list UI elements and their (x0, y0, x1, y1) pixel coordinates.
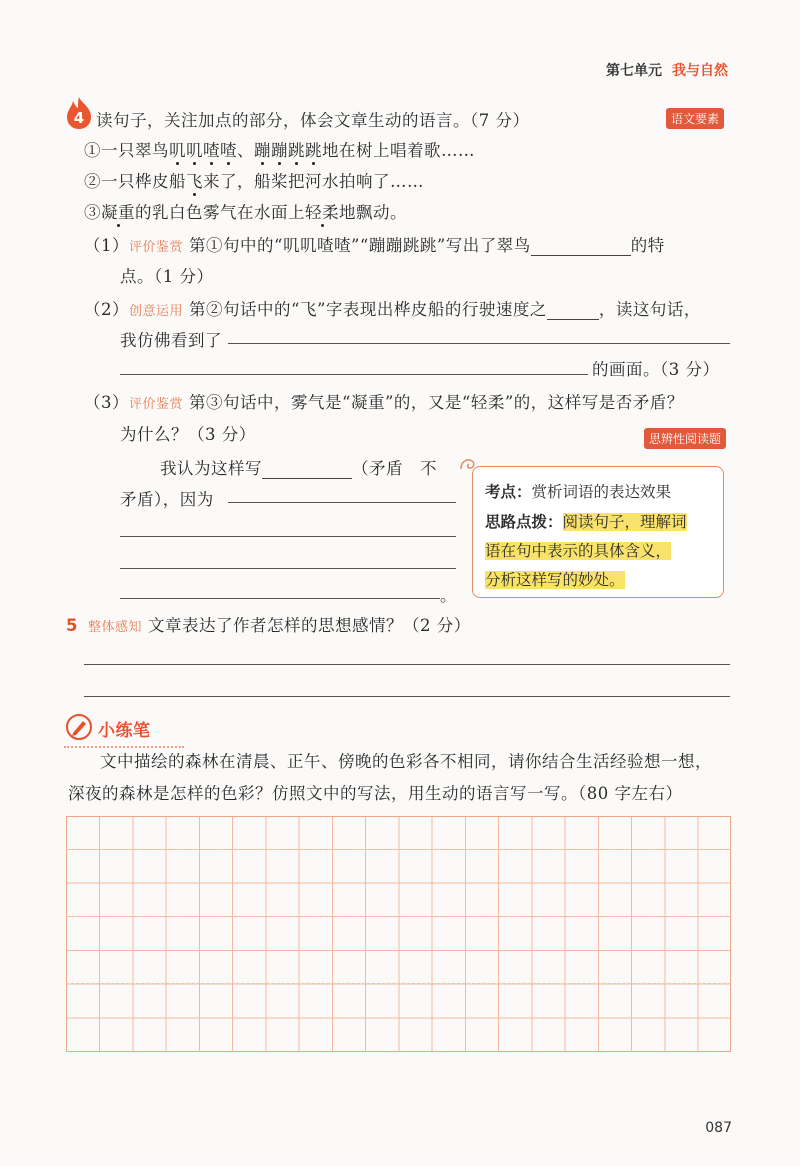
sub-question-3: （3）评价鉴赏 第③句话中，雾气是“凝重”的，又是“轻柔”的，这样写是否矛盾？ (84, 393, 684, 412)
tag-overall: 整体感知 (87, 620, 142, 635)
pen-icon (64, 712, 94, 742)
skill-badge: 语文要素 (666, 108, 724, 129)
sub-question-2-cont: 我仿佛看到了 (120, 331, 222, 350)
page-number: 087 (705, 1120, 732, 1136)
answer-line[interactable] (228, 343, 730, 344)
sentence-1: ①一只翠鸟叽叽喳喳、蹦蹦跳跳地在树上唱着歌…… (84, 141, 475, 160)
tag-appraise: 评价鉴赏 (129, 397, 184, 412)
answer-line[interactable] (84, 664, 730, 665)
question-5-number: 5 (66, 616, 78, 635)
answer-blank[interactable] (262, 462, 352, 479)
grid-divider (66, 916, 731, 917)
answer-line[interactable] (120, 598, 440, 599)
answer-line[interactable] (120, 536, 456, 537)
writing-grid[interactable] (66, 816, 731, 1052)
grid-divider (66, 849, 731, 850)
grid-divider (66, 983, 731, 984)
sub-question-2: （2）创意运用 第②句话中的“飞”字表现出桦皮船的行驶速度之 ，读这句话， (84, 300, 701, 319)
answer-blank[interactable] (531, 239, 631, 256)
answer-opening: 我认为这样写 （矛盾 不 (160, 459, 437, 478)
tag-creative: 创意运用 (129, 304, 184, 319)
sub-question-1: （1）评价鉴赏 第①句中的“叽叽喳喳”“蹦蹦跳跳”写出了翠鸟 的特 (84, 236, 665, 255)
critical-reading-badge: 思辨性阅读题 (644, 428, 726, 449)
answer-line[interactable] (120, 374, 588, 375)
unit-theme: 我与自然 (672, 63, 728, 79)
answer-reason: 矛盾），因为 (120, 490, 214, 509)
sub-question-3-cont: 为什么？（3 分） (120, 425, 256, 444)
flame-number-icon (64, 96, 94, 130)
unit-header (606, 60, 728, 80)
practice-title: 小练笔 (98, 721, 151, 741)
tag-appraise: 评价鉴赏 (129, 240, 184, 255)
sub-question-1-cont: 点。（1 分） (120, 267, 214, 286)
period: 。 (440, 586, 457, 605)
sentence-3: ③凝重的乳白色雾气在水面上轻柔地飘动。 (84, 203, 407, 222)
q4-prompt: 读句子，关注加点的部分，体会文章生动的语言。（7 分） (96, 111, 530, 130)
answer-line[interactable] (228, 502, 456, 503)
answer-line[interactable] (120, 568, 456, 569)
question-5: 5 整体感知 文章表达了作者怎样的思想感情？（2 分） (66, 616, 471, 635)
question-4-number: 4 (73, 109, 85, 127)
answer-line[interactable] (84, 696, 730, 697)
sub-question-2-end: 的画面。（3 分） (592, 360, 720, 379)
answer-blank[interactable] (547, 303, 599, 320)
practice-line-1: 文中描绘的森林在清晨、正午、傍晚的色彩各不相同，请你结合生活经验想一想， (100, 752, 712, 771)
practice-line-2: 深夜的森林是怎样的色彩？仿照文中的写法，用生动的语言写一写。（80 字左右） (68, 784, 683, 803)
hint-box: 考点：赏析词语的表达效果 思路点拨：阅读句子，理解词 语在句中表示的具体含义， 分析这样写的妙处。 (472, 466, 724, 598)
unit-label: 第七单元 (606, 63, 662, 79)
sentence-2: ②一只桦皮船飞来了，船桨把河水拍响了…… (84, 172, 424, 191)
